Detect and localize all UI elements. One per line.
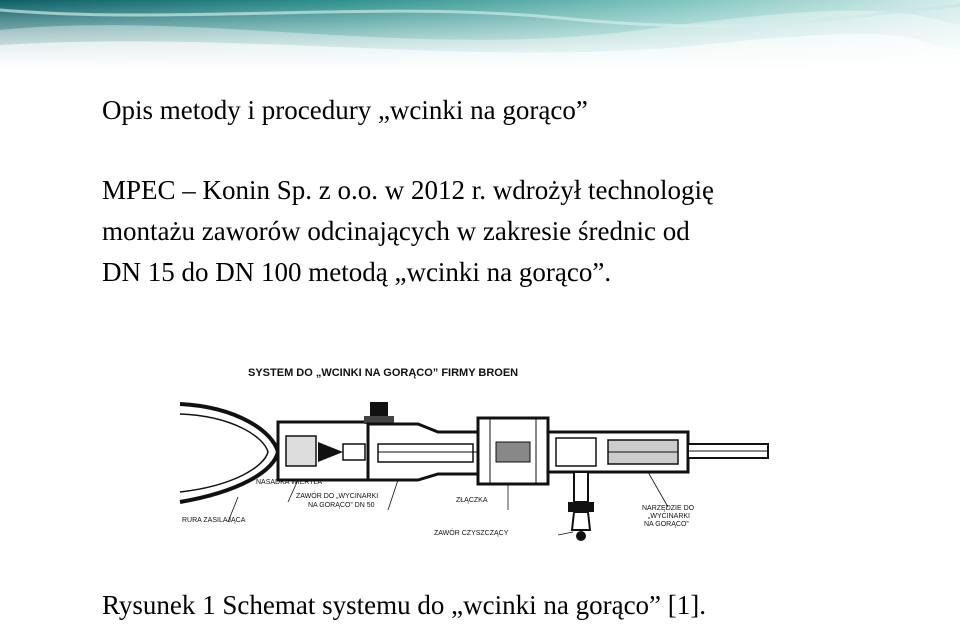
- header-banner: [0, 0, 960, 70]
- label-rura: RURA ZASILAJĄCA: [182, 517, 246, 524]
- flush-valve-stem: [574, 472, 588, 502]
- hot-tapping-schematic: [178, 352, 778, 552]
- label-zawor-2: NA GORĄCO” DN 50: [308, 502, 375, 509]
- paragraph-line: montażu zaworów odcinających w zakresie średnic od: [102, 216, 690, 246]
- label-zawor: ZAWÓR DO „WYCINARKI: [296, 493, 379, 500]
- intro-paragraph: [102, 170, 714, 293]
- slide-title: Opis metody i procedury „wcinki na gorąco”: [102, 95, 588, 125]
- label-zlaczka: ZŁĄCZKA: [456, 497, 488, 504]
- paragraph-line: DN 15 do DN 100 metodą „wcinki na gorąco”.: [102, 257, 612, 287]
- label-narzedzie: NARZĘDZIE DO: [642, 505, 695, 512]
- label-narzedzie-3: NA GORĄCO”: [644, 521, 689, 528]
- label-czyszczacy: ZAWÓR CZYSZCZĄCY: [434, 530, 509, 537]
- label-nasadka: NASADKA WIERTŁA: [256, 479, 323, 486]
- paragraph-line: MPEC – Konin Sp. z o.o. w 2012 r. wdrożył technologię: [102, 175, 714, 205]
- valve-knob: [370, 402, 388, 416]
- figure-heading: SYSTEM DO „WCINKI NA GORĄCO” FIRMY BROEN: [248, 367, 519, 379]
- supply-pipe: [180, 404, 278, 502]
- figure-caption: Rysunek 1 Schemat systemu do „wcinki na gorąco” [1].: [102, 590, 707, 620]
- label-narzedzie-2: „WYCINARKI: [648, 513, 690, 520]
